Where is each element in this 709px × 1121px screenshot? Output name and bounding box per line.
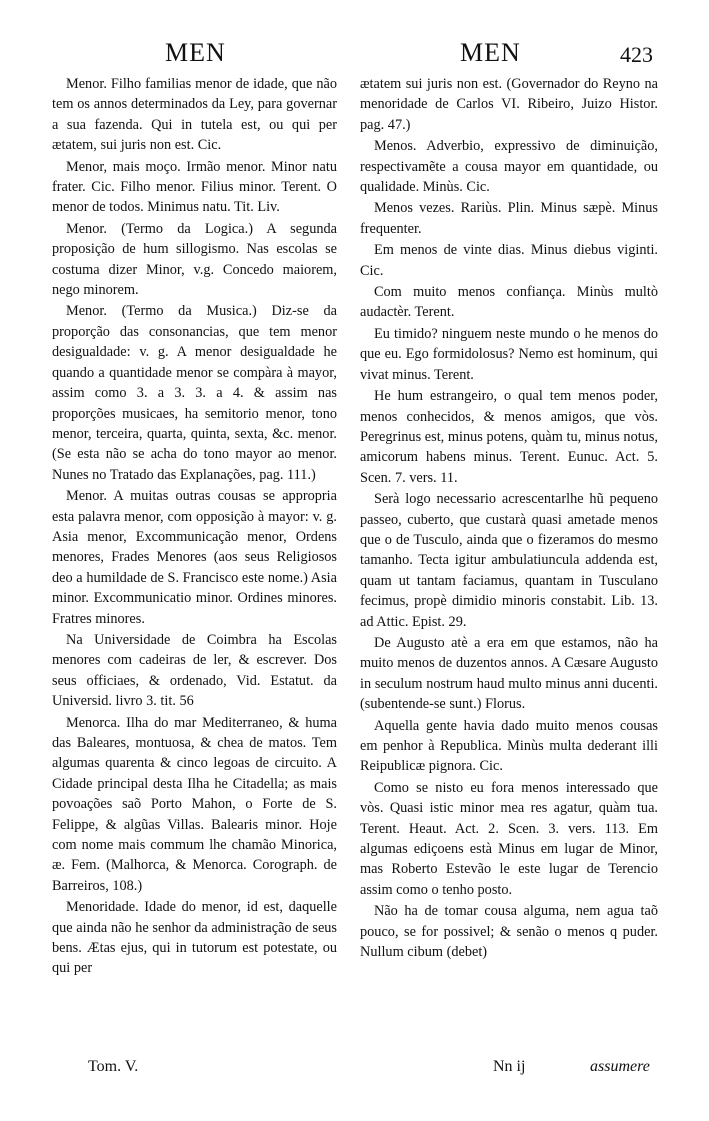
entry-paragraph: Menor, mais moço. Irmão menor. Minor natu frater. Cic. Filho menor. Filius minor. Terent. O menor de todos. Minimus natu. Tit. Liv. (52, 158, 337, 216)
entry-paragraph: Menorca. Ilha do mar Mediterraneo, & huma das Baleares, montuosa, & chea de matos. Tem algumas quarenta & cinco legoas de circuito. A Cidade principal desta Ilha he Citadella; as mais povoações saõ Porto Mahon, o Forte de S. Felippe, & algũas Villas. Balearis minor. Hoje com nome mais commum lhe chamão Minorica, æ. Fem. (Malhorca, & Menorca. Corograph. de Barreiros, 108.) (52, 714, 337, 894)
entry-paragraph: Em menos de vinte dias. Minus diebus viginti. Cic. (360, 242, 658, 279)
entry-paragraph: Menoridade. Idade do menor, id est, daquelle que ainda não he senhor da administração de seus bens. Ætas ejus, qui in tutorum est potestate, ou qui per (52, 899, 337, 977)
entry-paragraph: De Augusto atè a era em que estamos, não ha muito menos de duzentos annos. A Cæsare Augusto in seculum nostrum haud multo minus anni ducenti. (subentende-se sunt.) Florus. (360, 634, 658, 713)
page-number: 423 (620, 42, 653, 67)
running-header (0, 38, 709, 72)
entry-paragraph: ætatem sui juris non est. (Governador do Reyno na menoridade de Carlos VI. Ribeiro, Juizo Histor. pag. 47.) (360, 76, 658, 133)
right-headword: MEN (460, 38, 521, 67)
entry-paragraph: Eu timido? ninguem neste mundo o he menos do que eu. Ego formidolosus? Nemo est hominum, qui vivat minus. Terent. (360, 325, 658, 383)
left-column (52, 74, 337, 980)
entry-paragraph: Menor. (Termo da Logica.) A segunda proposição de hum sillogismo. Nas escolas se costuma dizer Minor, v.g. Concedo maiorem, nego minorem. (52, 220, 337, 299)
entry-paragraph: Serà logo necessario acrescentarlhe hũ pequeno passeo, cuberto, que custarà quasi ametade menos que o de Tusculo, ainda que o fizeramos do mesmo tamanho. Tecta igitur ambulatiuncula addenda est, quam ut tantam faciamus, quantam in Tusculano fecimus, propè dimidio minoris constabit. Lib. 13. ad Attic. Epist. 29. (360, 491, 658, 630)
entry-paragraph: Aquella gente havia dado muito menos cousas em penhor à Republica. Minùs multa dederant illi Reipublicæ pignora. Cic. (360, 717, 658, 775)
catchword: assumere (590, 1058, 650, 1075)
entry-paragraph: Como se nisto eu fora menos interessado que vòs. Quasi istic minor mea res agatur, quàm tua. Terent. Heaut. Act. 2. Scen. 3. vers. 113. Em algumas ediçoens està Minus em lugar de Minor, mas Roberto Estevão le este lugar de Terencio assim como o tenho posto. (360, 779, 658, 898)
entry-paragraph: Com muito menos confiança. Minùs multò audactèr. Terent. (360, 284, 658, 321)
entry-paragraph: Menos. Adverbio, expressivo de diminuição, respectivamẽte a cousa mayor em quantidade, ou qualidade. Minùs. Cic. (360, 138, 658, 196)
left-headword: MEN (165, 38, 226, 67)
entry-paragraph: He hum estrangeiro, o qual tem menos poder, menos conhecidos, & menos amigos, que vòs. Peregrinus est, minus potens, quàm tu, minus notus, amicorum habens minus. Terent. Eunuc. Act. 5. Scen. 7. vers. 11. (360, 388, 658, 486)
signature-mark: Nn ij (493, 1058, 526, 1075)
right-column (360, 74, 658, 963)
entry-paragraph: Menor. A muitas outras cousas se appropria esta palavra menor, com opposição à mayor: v. g. Asia menor, Excommunicação menor, Ordens menores, Frades Menores (aos seus Religiosos deo a humildade de S. Francisco este nome.) Asia minor. Excommunicatio minor. Ordines minores. Fratres minores. (52, 488, 337, 627)
entry-paragraph: Menor. Filho familias menor de idade, que não tem os annos determinados da Ley, para governar a sua fazenda. Qui in tutela est, ou qui per ætatem, sui juris non est. Cic. (52, 76, 337, 154)
entry-paragraph: Menor. (Termo da Musica.) Diz-se da proporção das consonancias, que tem menor desigualdade: v. g. A menor desigualdade he quando a quantidade menor se compàra à mayor, assim como 3. a 3. 3. a 4. & assim nas proporções musicaes, ha semitorio menor, tono menor, terceira, quarta, quinta, sexta, &c. menor. (Se esta não se acha do tono mayor ao menor. Nunes no Tratado das Explanações, pag. 111.) (52, 303, 337, 483)
volume-label: Tom. V. (88, 1058, 139, 1075)
entry-paragraph: Na Universidade de Coimbra ha Escolas menores com cadeiras de ler, & escrever. Dos seus officiaes, & ordenado, Vid. Estatut. da Universid. livro 3. tit. 56 (52, 631, 337, 710)
entry-paragraph: Menos vezes. Rariùs. Plin. Minus sæpè. Minus frequenter. (360, 200, 658, 237)
entry-paragraph: Não ha de tomar cousa alguma, nem agua taõ pouco, se for possivel; & senão o menos q puder. Nullum cibum (debet) (360, 903, 658, 961)
page-footer (0, 1058, 709, 1082)
